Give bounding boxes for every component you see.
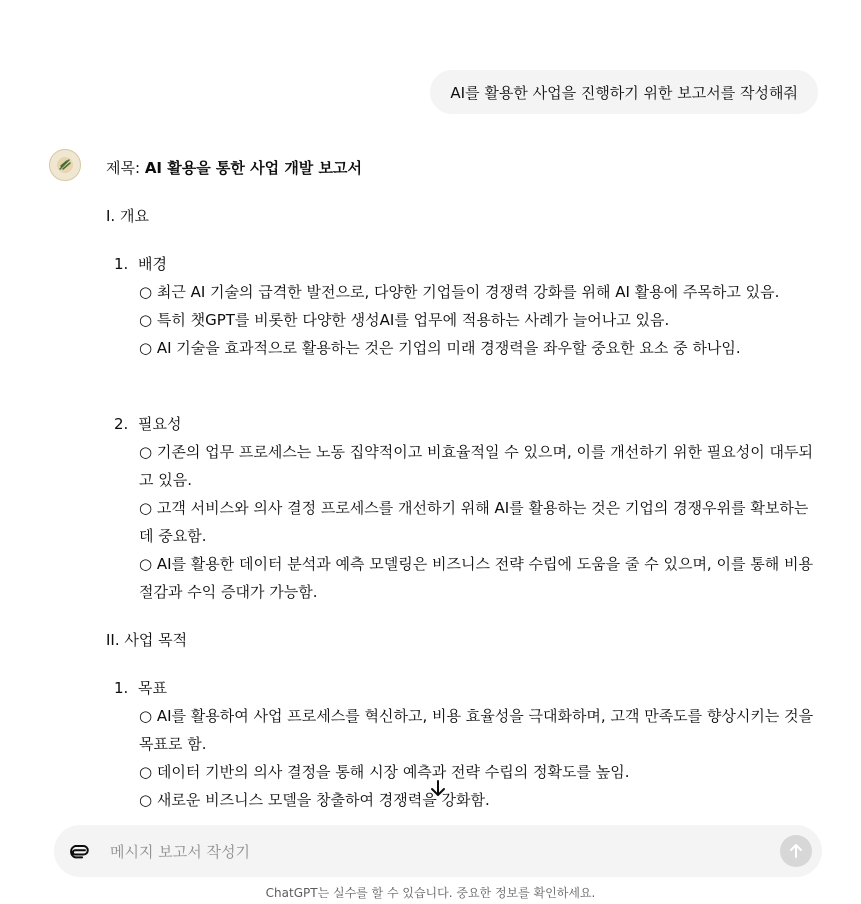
list-item: ○ 고객 서비스와 의사 결정 프로세스를 개선하기 위해 AI를 활용하는 것은 기업의 경쟁우위를 확보하는 데 중요함. <box>139 499 809 545</box>
arrow-down-icon[interactable] <box>428 780 448 800</box>
list-item: ○ 데이터 기반의 의사 결정을 통해 시장 예측과 전략 수립의 정확도를 높임. <box>139 763 630 781</box>
answer-title: 제목: AI 활용을 통한 사업 개발 보고서 <box>106 159 362 177</box>
list-item: ○ AI를 활용하여 사업 프로세스를 혁신하고, 비용 효율성을 극대화하며, 고객 만족도를 향상시키는 것을 목표로 함. <box>139 707 814 753</box>
section-heading: I. 개요 <box>106 207 149 225</box>
gpt-avatar-icon <box>49 149 81 181</box>
list-item: ○ AI를 활용한 데이터 분석과 예측 모델링은 비즈니스 전략 수립에 도움을 줄 수 있으며, 이를 통해 비용 절감과 수익 증대가 가능함. <box>139 555 813 601</box>
bullet-list <box>139 278 819 362</box>
section-heading: II. 사업 목적 <box>106 631 188 649</box>
message-input[interactable] <box>108 837 752 867</box>
list-item: ○ 최근 AI 기술의 급격한 발전으로, 다양한 기업들이 경쟁력 강화를 위해 AI 활용에 주목하고 있음. <box>139 283 780 301</box>
user-message-bubble <box>430 70 818 114</box>
list-item-heading: 2. 필요성 <box>114 415 182 433</box>
list-item-heading: 1. 배경 <box>114 255 167 273</box>
list-item: ○ AI 기술을 효과적으로 활용하는 것은 기업의 미래 경쟁력을 좌우할 중요한 요소 중 하나임. <box>139 339 741 357</box>
bullet-list <box>139 702 819 814</box>
assistant-answer <box>106 154 826 809</box>
list-item: ○ 새로운 비즈니스 모델을 창출하여 경쟁력을 강화함. <box>139 791 490 809</box>
arrow-up-icon[interactable] <box>780 835 812 867</box>
message-composer <box>54 825 822 877</box>
paperclip-icon[interactable] <box>68 839 92 863</box>
list-item-heading: 1. 목표 <box>114 679 167 697</box>
bullet-list <box>139 438 819 606</box>
user-message-text: AI를 활용한 사업을 진행하기 위한 보고서를 작성해줘 <box>450 83 798 102</box>
list-item: ○ 기존의 업무 프로세스는 노동 집약적이고 비효율적일 수 있으며, 이를 개선하기 위한 필요성이 대두되고 있음. <box>139 443 813 489</box>
list-item: ○ 특히 챗GPT를 비롯한 다양한 생성AI를 업무에 적용하는 사례가 늘어나고 있음. <box>139 311 670 329</box>
disclaimer-text: ChatGPT는 실수를 할 수 있습니다. 중요한 정보를 확인하세요. <box>265 886 596 900</box>
